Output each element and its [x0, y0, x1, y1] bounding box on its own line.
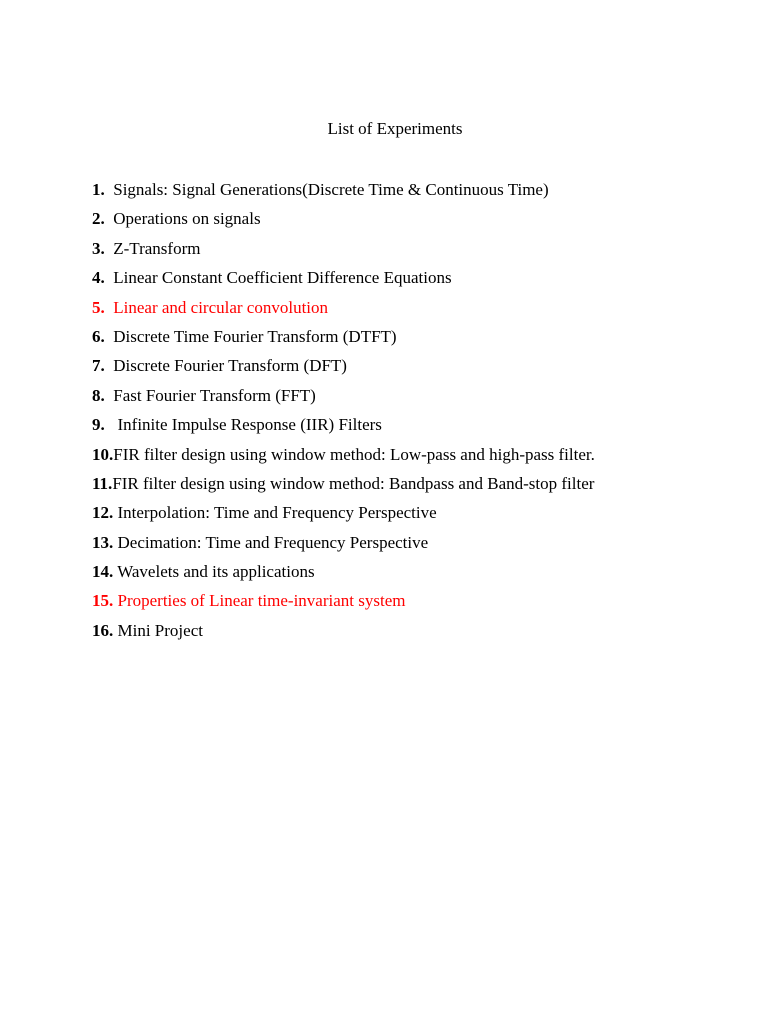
item-text: Linear and circular convolution [113, 297, 329, 317]
item-number: 13. [92, 532, 114, 552]
item-number: 10. [92, 444, 114, 464]
page-title: List of Experiments [327, 119, 463, 138]
list-item [92, 473, 752, 502]
item-text: Discrete Fourier Transform (DFT) [113, 356, 347, 376]
item-separator [105, 239, 114, 258]
item-separator [105, 298, 114, 317]
item-separator [105, 180, 114, 199]
item-number: 7. [92, 356, 105, 376]
list-item [92, 620, 752, 649]
item-number: 2. [92, 209, 105, 229]
item-number: 5. [92, 297, 105, 317]
item-number: 15. [92, 591, 114, 611]
item-number: 3. [92, 238, 105, 258]
item-number: 16. [92, 620, 114, 640]
item-text: Operations on signals [113, 209, 261, 229]
item-text: Interpolation: Time and Frequency Perspective [117, 503, 437, 523]
item-number: 12. [92, 503, 114, 523]
list-item [92, 385, 752, 414]
list-item [92, 238, 752, 267]
list-item [92, 561, 752, 590]
item-text: FIR filter design using window method: Low-pass and high-pass filter. [113, 444, 595, 464]
experiment-list [92, 179, 752, 649]
item-number: 6. [92, 326, 105, 346]
item-text: Properties of Linear time-invariant system [117, 591, 406, 611]
item-text: Z-Transform [113, 238, 201, 258]
item-number: 1. [92, 180, 105, 199]
item-separator [105, 209, 114, 228]
item-number: 14. [92, 562, 114, 582]
list-item [92, 532, 752, 561]
item-text: Discrete Time Fourier Transform (DTFT) [113, 326, 397, 346]
item-text: Infinite Impulse Response (IIR) Filters [117, 415, 382, 435]
list-item [92, 444, 752, 473]
item-separator [105, 327, 114, 346]
item-number: 11. [92, 473, 113, 493]
item-text: FIR filter design using window method: Bandpass and Band-stop filter [112, 473, 595, 493]
item-separator [105, 386, 114, 405]
list-item [92, 267, 752, 296]
item-number: 8. [92, 385, 105, 405]
list-item [92, 179, 752, 208]
item-separator [105, 356, 114, 375]
item-text: Linear Constant Coefficient Difference Equations [113, 268, 452, 288]
list-item [92, 326, 752, 355]
list-item [92, 297, 752, 326]
item-text: Decimation: Time and Frequency Perspective [117, 532, 429, 552]
item-text: Mini Project [117, 620, 203, 640]
item-separator [105, 415, 118, 434]
list-item [92, 414, 752, 443]
item-number: 9. [92, 415, 105, 435]
item-text: Wavelets and its applications [117, 562, 315, 582]
item-number: 4. [92, 268, 105, 288]
item-text: Fast Fourier Transform (FFT) [113, 385, 316, 405]
list-item [92, 502, 752, 531]
list-item [92, 208, 752, 237]
list-item [92, 355, 752, 384]
item-separator [105, 268, 114, 287]
list-item [92, 590, 752, 619]
item-text: Signals: Signal Generations(Discrete Time & Continuous Time) [113, 180, 549, 199]
